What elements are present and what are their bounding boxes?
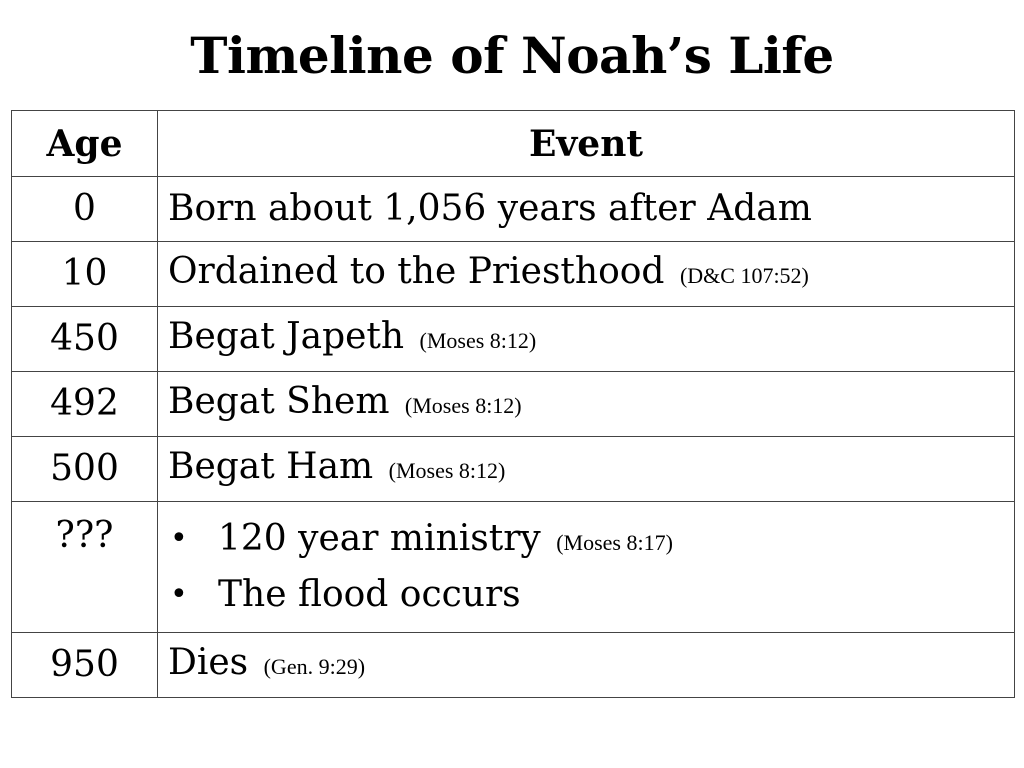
event-text: Born about 1,056 years after Adam (168, 188, 812, 229)
event-bullet-item (168, 569, 1014, 621)
slide-title: Timeline of Noah’s Life (190, 26, 834, 85)
bullet-dot-icon: • (170, 521, 188, 556)
age-cell: 950 (12, 633, 158, 698)
table-row (12, 307, 1015, 372)
event-text: The flood occurs (218, 574, 521, 615)
table-row (12, 437, 1015, 502)
event-bullet-list (168, 513, 1014, 621)
event-cell (158, 437, 1015, 502)
scripture-reference: (D&C 107:52) (679, 263, 809, 288)
scripture-reference: (Moses 8:12) (388, 458, 506, 483)
age-cell: 10 (12, 242, 158, 307)
table-row (12, 177, 1015, 242)
event-cell (158, 242, 1015, 307)
table-header-row (12, 111, 1015, 177)
age-cell: 0 (12, 177, 158, 242)
event-bullet-item (168, 513, 1014, 569)
event-cell (158, 307, 1015, 372)
table-row (12, 372, 1015, 437)
scripture-reference: (Gen. 9:29) (263, 654, 366, 679)
timeline-table (11, 110, 1015, 698)
table-row (12, 633, 1015, 698)
age-cell: 450 (12, 307, 158, 372)
age-cell: 500 (12, 437, 158, 502)
event-cell (158, 633, 1015, 698)
event-cell (158, 372, 1015, 437)
age-cell: ??? (12, 502, 158, 633)
event-text: Begat Ham (168, 446, 374, 487)
age-column-header: Age (12, 111, 158, 177)
scripture-reference: (Moses 8:12) (404, 393, 522, 418)
table-row (12, 242, 1015, 307)
bullet-dot-icon: • (170, 577, 188, 612)
event-text: Ordained to the Priesthood (168, 251, 665, 292)
scripture-reference: (Moses 8:17) (556, 530, 673, 555)
event-cell (158, 502, 1015, 633)
event-column-header: Event (158, 111, 1015, 177)
event-text: Dies (168, 642, 249, 683)
event-text: 120 year ministry (218, 518, 541, 559)
scripture-reference: (Moses 8:12) (419, 328, 537, 353)
event-text: Begat Shem (168, 381, 390, 422)
age-cell: 492 (12, 372, 158, 437)
event-cell (158, 177, 1015, 242)
table-row (12, 502, 1015, 633)
event-text: Begat Japeth (168, 316, 405, 357)
